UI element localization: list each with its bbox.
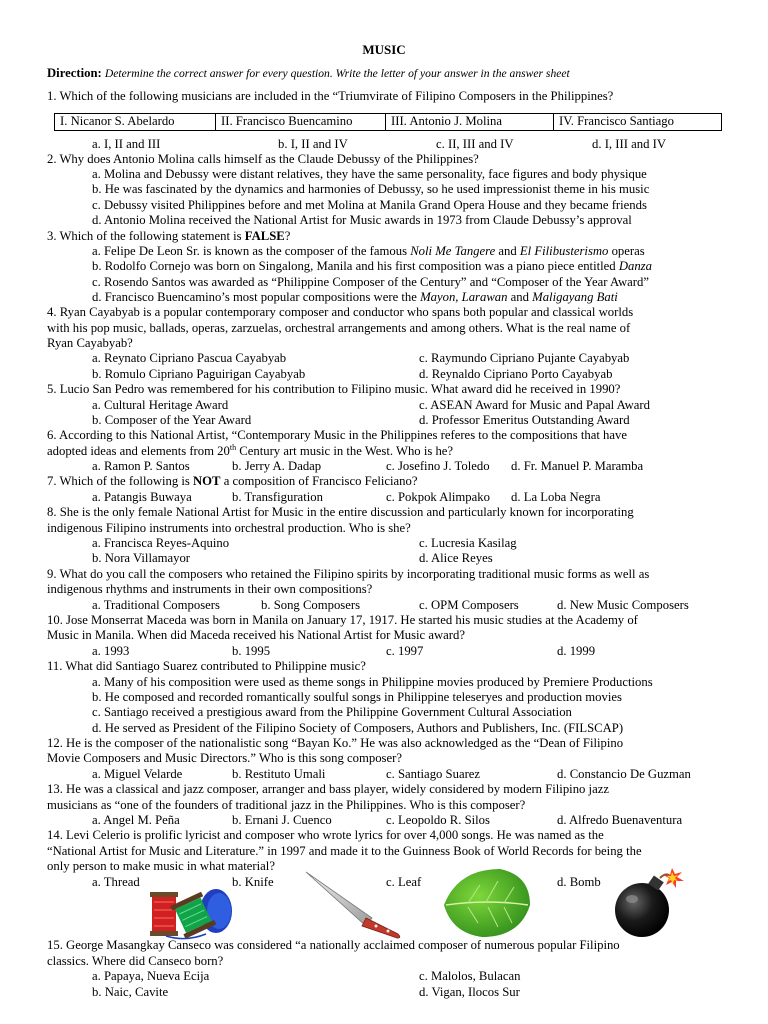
question-9-stem-line2: indigenous rhythms and instruments in their own compositions? xyxy=(47,582,373,596)
question-3-option-c: c. Rosendo Santos was awarded as “Philippine Composer of the Century” and “Composer of the Year Award” xyxy=(92,275,649,289)
false-keyword: FALSE xyxy=(244,229,285,243)
question-1-option-c: c. II, III and IV xyxy=(436,137,514,151)
question-14-option-c: c. Leaf xyxy=(386,875,422,889)
question-5-option-b: b. Composer of the Year Award xyxy=(92,413,252,427)
question-6-option-c: c. Josefino J. Toledo xyxy=(386,459,490,473)
question-9-stem-line1: 9. What do you call the composers who retained the Filipino spirits by incorporating traditional music forms as well as xyxy=(47,567,650,581)
question-11-option-c: c. Santiago received a prestigious award from the Philippine Government Cultural Association xyxy=(92,705,572,719)
question-10-stem-line1: 10. Jose Monserrat Maceda was born in Manila on January 17, 1917. He started his music studies at the Academy of xyxy=(47,613,638,627)
question-8-option-b: b. Nora Villamayor xyxy=(92,551,191,565)
question-11-stem: 11. What did Santiago Suarez contributed to Philippine music? xyxy=(47,659,366,673)
question-14-option-d: d. Bomb xyxy=(557,875,601,889)
composer-cell: II. Francisco Buencamino xyxy=(216,114,386,131)
question-15-stem-line1: 15. George Masangkay Canseco was considered “a nationally acclaimed composer of numerous popular Filipino xyxy=(47,938,620,952)
question-14-option-a: a. Thread xyxy=(92,875,140,889)
question-7-option-c: c. Pokpok Alimpako xyxy=(386,490,490,504)
question-5-option-d: d. Professor Emeritus Outstanding Award xyxy=(419,413,630,427)
question-11-option-b: b. He composed and recorded romantically soulful songs in Philippine teleseryes and production movies xyxy=(92,690,622,704)
leaf-icon xyxy=(438,865,534,941)
composer-cell: I. Nicanor S. Abelardo xyxy=(55,114,216,131)
question-3-stem: 3. Which of the following statement is FALSE? xyxy=(47,229,291,243)
question-11-option-a: a. Many of his composition were used as theme songs in Philippine movies produced by Premiere Productions xyxy=(92,675,653,689)
question-1-option-b: b. I, II and IV xyxy=(278,137,348,151)
question-10-option-b: b. 1995 xyxy=(232,644,271,658)
question-13-option-d: d. Alfredo Buenaventura xyxy=(557,813,683,827)
question-13-stem-line1: 13. He was a classical and jazz composer, arranger and bass player, widely considered by modern Filipino jazz xyxy=(47,782,609,796)
question-3-option-b: b. Rodolfo Cornejo was born on Singalong, Manila and his first composition was a piano piece entitled Danza xyxy=(92,259,652,273)
question-7-option-b: b. Transfiguration xyxy=(232,490,323,504)
question-2-option-c: c. Debussy visited Philippines before and met Molina at Manila Grand Opera House and they became friends xyxy=(92,198,647,212)
question-6-option-a: a. Ramon P. Santos xyxy=(92,459,190,473)
question-12-option-d: d. Constancio De Guzman xyxy=(557,767,691,781)
not-keyword: NOT xyxy=(193,474,221,488)
question-8-stem-line2: indigenous Filipino instruments into orchestral production. Who is she? xyxy=(47,521,411,535)
question-4-option-d: d. Reynaldo Cipriano Porto Cayabyab xyxy=(419,367,613,381)
question-11-option-d: d. He served as President of the Filipino Society of Composers, Authors and Publishers, Inc. (FILSCAP) xyxy=(92,721,624,735)
question-2-stem: 2. Why does Antonio Molina calls himself as the Claude Debussy of the Philippines? xyxy=(47,152,479,166)
question-9-option-a: a. Traditional Composers xyxy=(92,598,220,612)
composer-cell: III. Antonio J. Molina xyxy=(386,114,554,131)
question-10-option-d: d. 1999 xyxy=(557,644,596,658)
question-15-option-d: d. Vigan, Ilocos Sur xyxy=(419,985,520,999)
bomb-icon xyxy=(610,866,690,938)
question-15-option-a: a. Papaya, Nueva Ecija xyxy=(92,969,210,983)
question-8-option-d: d. Alice Reyes xyxy=(419,551,493,565)
question-6-stem-line2: adopted ideas and elements from 20th Century art music in the West. Who is he? xyxy=(47,443,454,458)
page-title: MUSIC xyxy=(362,42,406,57)
question-2-option-d: d. Antonio Molina received the National Artist for Music awards in 1973 from Claude Debussy’s approval xyxy=(92,213,632,227)
question-9-option-b: b. Song Composers xyxy=(261,598,361,612)
direction-label: Direction: xyxy=(47,66,102,80)
question-1-option-a: a. I, II and III xyxy=(92,137,161,151)
question-12-option-b: b. Restituto Umali xyxy=(232,767,326,781)
question-15-option-b: b. Naic, Cavite xyxy=(92,985,169,999)
question-10-stem-line2: Music in Manila. When did Maceda received his National Artist for Music award? xyxy=(47,628,465,642)
thread-spools-icon xyxy=(146,884,242,942)
question-10-option-a: a. 1993 xyxy=(92,644,130,658)
question-10-option-c: c. 1997 xyxy=(386,644,424,658)
question-4-stem-line3: Ryan Cayabyab? xyxy=(47,336,133,350)
question-15-stem-line2: classics. Where did Canseco born? xyxy=(47,954,224,968)
question-4-option-a: a. Reynato Cipriano Pascua Cayabyab xyxy=(92,351,287,365)
question-3-option-a: a. Felipe De Leon Sr. is known as the composer of the famous Noli Me Tangere and El Filibusterismo operas xyxy=(92,244,645,258)
question-12-stem-line2: Movie Composers and Music Directors.” Who is this song composer? xyxy=(47,751,402,765)
question-13-option-a: a. Angel M. Peña xyxy=(92,813,180,827)
question-14-option-b: b. Knife xyxy=(232,875,274,889)
question-14-stem-line1: 14. Levi Celerio is prolific lyricist and composer who wrote lyrics for over 4,000 songs. He was named as the xyxy=(47,828,604,842)
question-12-option-c: c. Santiago Suarez xyxy=(386,767,481,781)
question-4-stem-line1: 4. Ryan Cayabyab is a popular contemporary composer and conductor who spans both popular and classical worlds xyxy=(47,305,634,319)
question-13-stem-line2: musicians as “one of the founders of traditional jazz in the Philippines. Who is this composer? xyxy=(47,798,526,812)
direction-line xyxy=(47,66,570,81)
question-4-stem-line2: with his pop music, ballads, operas, zarzuelas, orchestral arrangements and among others. What is the real name of xyxy=(47,321,631,335)
question-12-stem-line1: 12. He is the composer of the nationalistic song “Bayan Ko.” He was also acknowledged as the “Dean of Filipino xyxy=(47,736,624,750)
question-5-stem: 5. Lucio San Pedro was remembered for his contribution to Filipino music. What award did he received in 1990? xyxy=(47,382,621,396)
question-5-option-c: c. ASEAN Award for Music and Papal Award xyxy=(419,398,650,412)
question-8-option-c: c. Lucresia Kasilag xyxy=(419,536,517,550)
direction-text: Determine the correct answer for every question. Write the letter of your answer in the answer sheet xyxy=(104,67,570,80)
question-3-option-d: d. Francisco Buencamino’s most popular compositions were the Mayon, Larawan and Maligayang Bati xyxy=(92,290,618,304)
question-8-stem-line1: 8. She is the only female National Artist for Music in the entire discussion and particularly known for incorporating xyxy=(47,505,634,519)
question-8-option-a: a. Francisca Reyes-Aquino xyxy=(92,536,230,550)
question-13-option-c: c. Leopoldo R. Silos xyxy=(386,813,490,827)
composers-table xyxy=(54,113,722,131)
question-12-option-a: a. Miguel Velarde xyxy=(92,767,183,781)
question-2-option-a: a. Molina and Debussy were distant relatives, they have the same personality, face figures and body physique xyxy=(92,167,647,181)
question-5-option-a: a. Cultural Heritage Award xyxy=(92,398,229,412)
question-7-stem: 7. Which of the following is NOT a composition of Francisco Feliciano? xyxy=(47,474,418,488)
question-14-stem-line2: “National Artist for Music and Literature.” in 1997 and made it to the Guinness Book of World Records for being the xyxy=(47,844,642,858)
question-14-stem-line3: only person to make music in what material? xyxy=(47,859,275,873)
question-7-option-a: a. Patangis Buwaya xyxy=(92,490,192,504)
question-6-stem-line1: 6. According to this National Artist, “Contemporary Music in the Philippines referes to the compositions that have xyxy=(47,428,627,442)
question-6-option-b: b. Jerry A. Dadap xyxy=(232,459,322,473)
question-7-option-d: d. La Loba Negra xyxy=(511,490,601,504)
composer-cell: IV. Francisco Santiago xyxy=(554,114,722,131)
question-9-option-d: d. New Music Composers xyxy=(557,598,689,612)
question-15-option-c: c. Malolos, Bulacan xyxy=(419,969,521,983)
question-2-option-b: b. He was fascinated by the dynamics and harmonies of Debussy, so he used impressionist theme in his music xyxy=(92,182,650,196)
question-1-option-d: d. I, III and IV xyxy=(592,137,666,151)
question-13-option-b: b. Ernani J. Cuenco xyxy=(232,813,332,827)
question-4-option-c: c. Raymundo Cipriano Pujante Cayabyab xyxy=(419,351,630,365)
knife-icon xyxy=(302,868,406,940)
question-6-option-d: d. Fr. Manuel P. Maramba xyxy=(511,459,644,473)
question-9-option-c: c. OPM Composers xyxy=(419,598,519,612)
question-4-option-b: b. Romulo Cipriano Paguirigan Cayabyab xyxy=(92,367,306,381)
question-1-stem: 1. Which of the following musicians are included in the “Triumvirate of Filipino Composers in the Philippines? xyxy=(47,89,614,103)
